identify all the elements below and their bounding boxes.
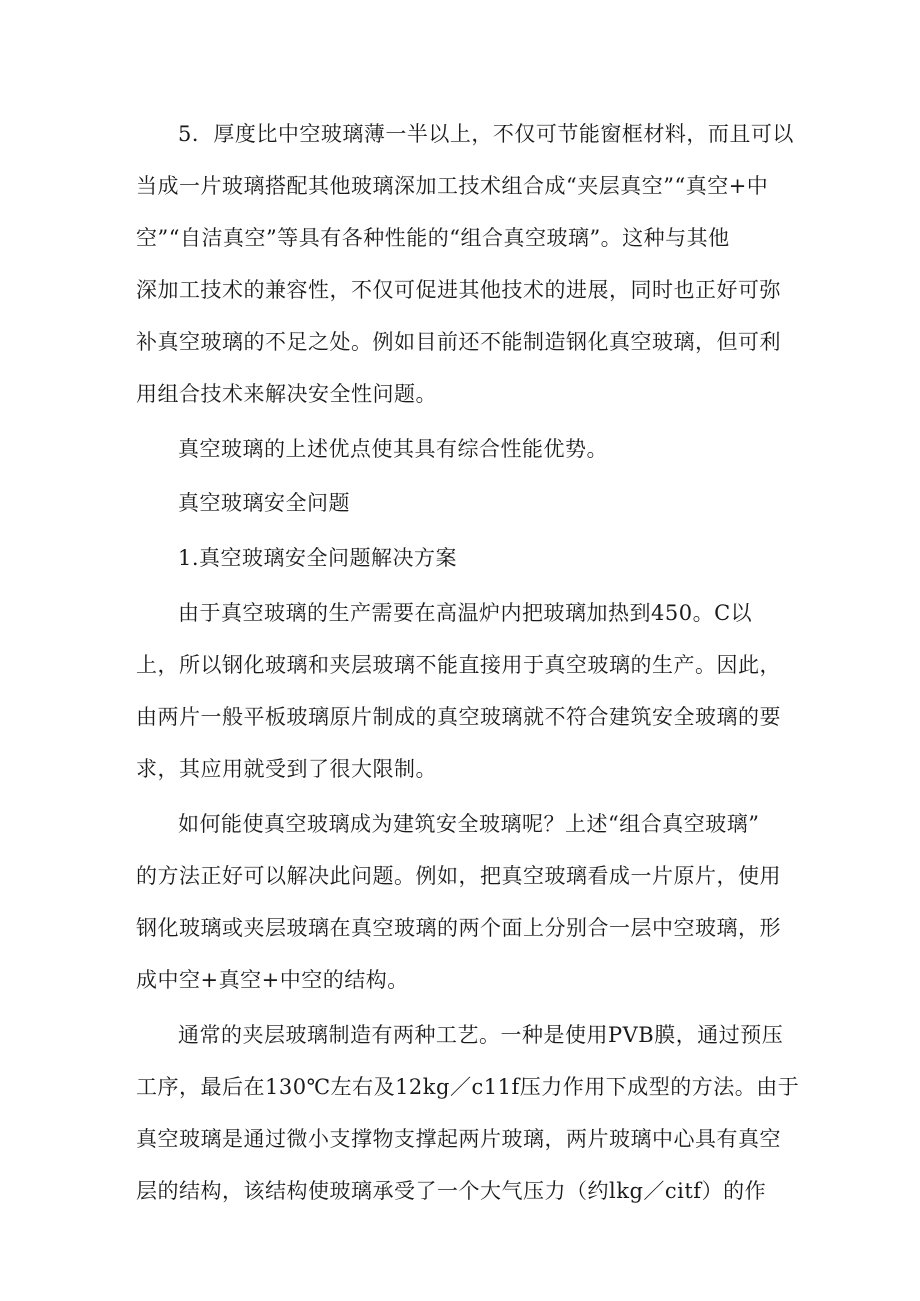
paragraph-5-line-1: 通常的夹层玻璃制造有两种工艺。一种是使用PVB膜，通过预压 [178,1023,784,1047]
paragraph-1-line-1: 5．厚度比中空玻璃薄一半以上，不仅可节能窗框材料，而且可以 [178,122,794,146]
paragraph-4-line-1: 如何能使真空玻璃成为建筑安全玻璃呢？上述“组合真空玻璃” [178,812,760,836]
paragraph-3-line-2: 上，所以钢化玻璃和夹层玻璃不能直接用于真空玻璃的生产。因此， [136,653,781,677]
section-subheading: 1.真空玻璃安全问题解决方案 [178,546,458,570]
paragraph-1-line-3: 空”“自洁真空”等具有各种性能的“组合真空玻璃”。这种与其他 [136,226,730,250]
section-heading: 真空玻璃安全问题 [178,491,350,515]
paragraph-5-line-4: 层的结构，该结构使玻璃承受了一个大气压力（约lkg／citf）的作 [136,1179,767,1203]
paragraph-1-line-4: 深加工技术的兼容性，不仅可促进其他技术的进展，同时也正好可弥 [136,278,781,302]
paragraph-3-line-3: 由两片一般平板玻璃原片制成的真空玻璃就不符合建筑安全玻璃的要 [136,705,781,729]
paragraph-3-line-4: 求，其应用就受到了很大限制。 [136,757,437,781]
paragraph-1-line-6: 用组合技术来解决安全性问题。 [136,382,437,406]
paragraph-4-line-4: 成中空+真空+中空的结构。 [136,968,409,992]
paragraph-4-line-3: 钢化玻璃或夹层玻璃在真空玻璃的两个面上分别合一层中空玻璃，形 [136,916,781,940]
paragraph-3-line-1: 由于真空玻璃的生产需要在高温炉内把玻璃加热到450。C以 [178,601,753,625]
paragraph-5-line-3: 真空玻璃是通过微小支撑物支撑起两片玻璃，两片玻璃中心具有真空 [136,1127,781,1151]
paragraph-1-line-2: 当成一片玻璃搭配其他玻璃深加工技术组合成“夹层真空”“真空+中 [136,174,769,198]
paragraph-5-line-2: 工序，最后在130℃左右及12kg／c11f压力作用下成型的方法。由于 [136,1075,800,1099]
paragraph-4-line-2: 的方法正好可以解决此问题。例如，把真空玻璃看成一片原片，使用 [136,864,781,888]
paragraph-2: 真空玻璃的上述优点使其具有综合性能优势。 [178,437,608,461]
paragraph-1-line-5: 补真空玻璃的不足之处。例如目前还不能制造钢化真空玻璃，但可利 [136,330,781,354]
